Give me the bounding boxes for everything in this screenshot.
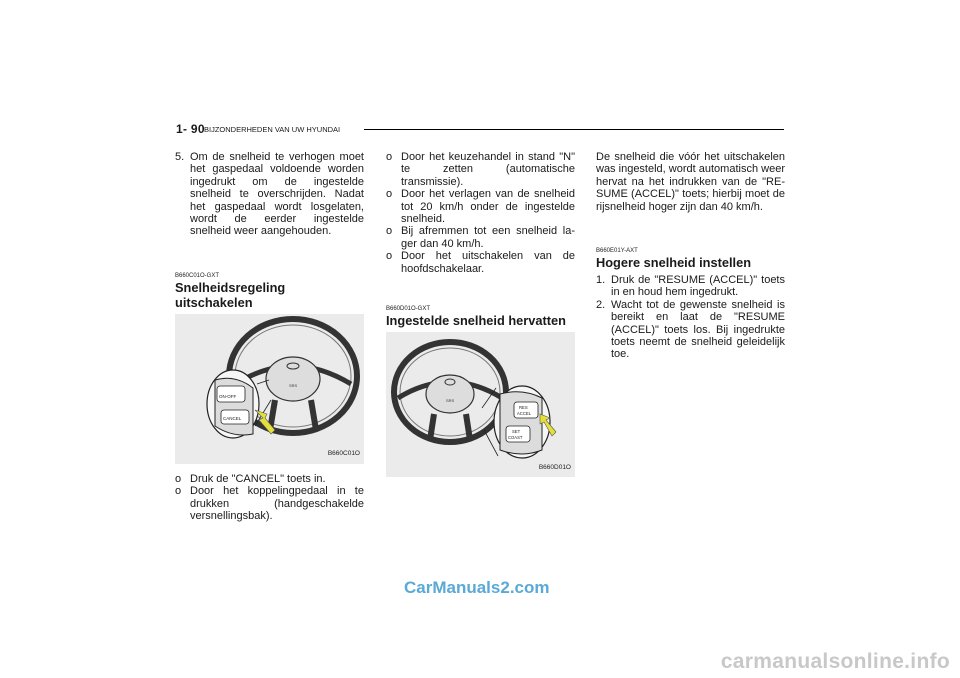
bullet-mark: o	[386, 225, 393, 238]
bullet-text: Bij afremmen tot een snelheid la- ger dan 40 km/h.	[401, 225, 575, 250]
column-2	[386, 151, 575, 477]
item-number: 2.	[596, 298, 606, 311]
steering-wheel-illustration	[386, 332, 575, 477]
section-title: BIJZONDERHEDEN VAN UW HYUNDAI	[204, 125, 341, 134]
bullet-mark: o	[175, 472, 182, 485]
cancel-label: CANCEL	[223, 415, 242, 421]
item-number: 5.	[175, 151, 185, 163]
res-label: RES	[519, 405, 528, 411]
bullet-mark: o	[386, 188, 393, 201]
svg-text:SRS: SRS	[289, 382, 298, 388]
intro-paragraph: De snelheid die vóór het uitschakelen was ingesteld, wordt automatisch weer hervat na het indrukken van de "RE- SUME (ACCEL)" toets; hierbij moet de rijsnelheid hoger zijn dan 40 km/h.	[596, 151, 785, 213]
bullet-mark: o	[386, 250, 393, 263]
numbered-item	[596, 274, 785, 299]
section-heading: Hogere snelheid instellen	[596, 255, 752, 271]
bullet-item	[386, 151, 575, 188]
section-code: B660D01O-GXT	[386, 306, 431, 313]
header-rule	[364, 129, 784, 130]
bullet-item	[175, 485, 364, 522]
watermark-link[interactable]: CarManuals2.com	[404, 578, 550, 597]
bullet-item	[386, 250, 575, 275]
figure-caption: B660D01O	[538, 463, 571, 471]
section-heading: Snelheidsregeling uitschakelen	[175, 279, 286, 310]
bullet-item	[175, 473, 364, 485]
page-number: 1- 90	[176, 122, 205, 136]
bullet-text: Druk de "CANCEL" toets in.	[190, 472, 326, 485]
page-header	[176, 122, 784, 136]
bullet-text: Door het uitschakelen van de hoofdschakelaar.	[401, 250, 575, 275]
steering-wheel-figure-cancel	[175, 314, 364, 464]
on-off-label: ON-OFF	[219, 393, 237, 399]
item-text: Om de snelheid te verhogen moet het gaspedaal voldoende worden ingedrukt om de ingestelde snelheid te overschrijden. Nadat het gaspedaal wordt losgelaten, wordt de eerder ingestelde snelheid weer aangehouden.	[190, 151, 364, 238]
bullet-mark: o	[386, 151, 393, 163]
bullet-item	[386, 188, 575, 225]
bullet-text: Door het verlagen van de snelheid tot 20 km/h onder de ingestelde snelheid.	[401, 188, 575, 226]
steering-wheel-illustration	[175, 314, 364, 464]
coast-label: COAST	[508, 435, 523, 441]
item-text: Druk de "RESUME (ACCEL)" toets in en houd hem ingedrukt.	[611, 274, 785, 299]
column-1	[175, 151, 364, 522]
section-heading: Ingestelde snelheid hervatten	[386, 313, 566, 329]
accel-label: ACCEL	[517, 411, 531, 417]
numbered-item	[596, 299, 785, 361]
column-3	[596, 151, 785, 361]
numbered-item-5	[175, 151, 364, 238]
footer-watermark: carmanualsonline.info	[720, 650, 950, 673]
steering-wheel-figure-resume	[386, 332, 575, 477]
bullet-mark: o	[175, 485, 182, 498]
section-code: B660E01Y-AXT	[596, 248, 638, 255]
item-text: Wacht tot de gewenste snelheid is bereikt en laat de "RESUME (ACCEL)" toets los. Bij ingedrukte toets neemt de snelheid geleidelijk toe.	[611, 298, 785, 361]
svg-text:SRS: SRS	[446, 398, 455, 404]
bullet-text: Door het koppelingpedaal in te drukken (handgeschakelde versnellingsbak).	[190, 485, 364, 523]
figure-caption: B660C01O	[327, 450, 360, 458]
section-code: B660C01O-GXT	[175, 272, 220, 279]
set-label: SET	[512, 429, 521, 435]
bullet-text: Door het keuzehandel in stand "N" te zetten (automatische transmissie).	[401, 151, 575, 188]
item-number: 1.	[596, 274, 606, 287]
bullet-item	[386, 225, 575, 250]
